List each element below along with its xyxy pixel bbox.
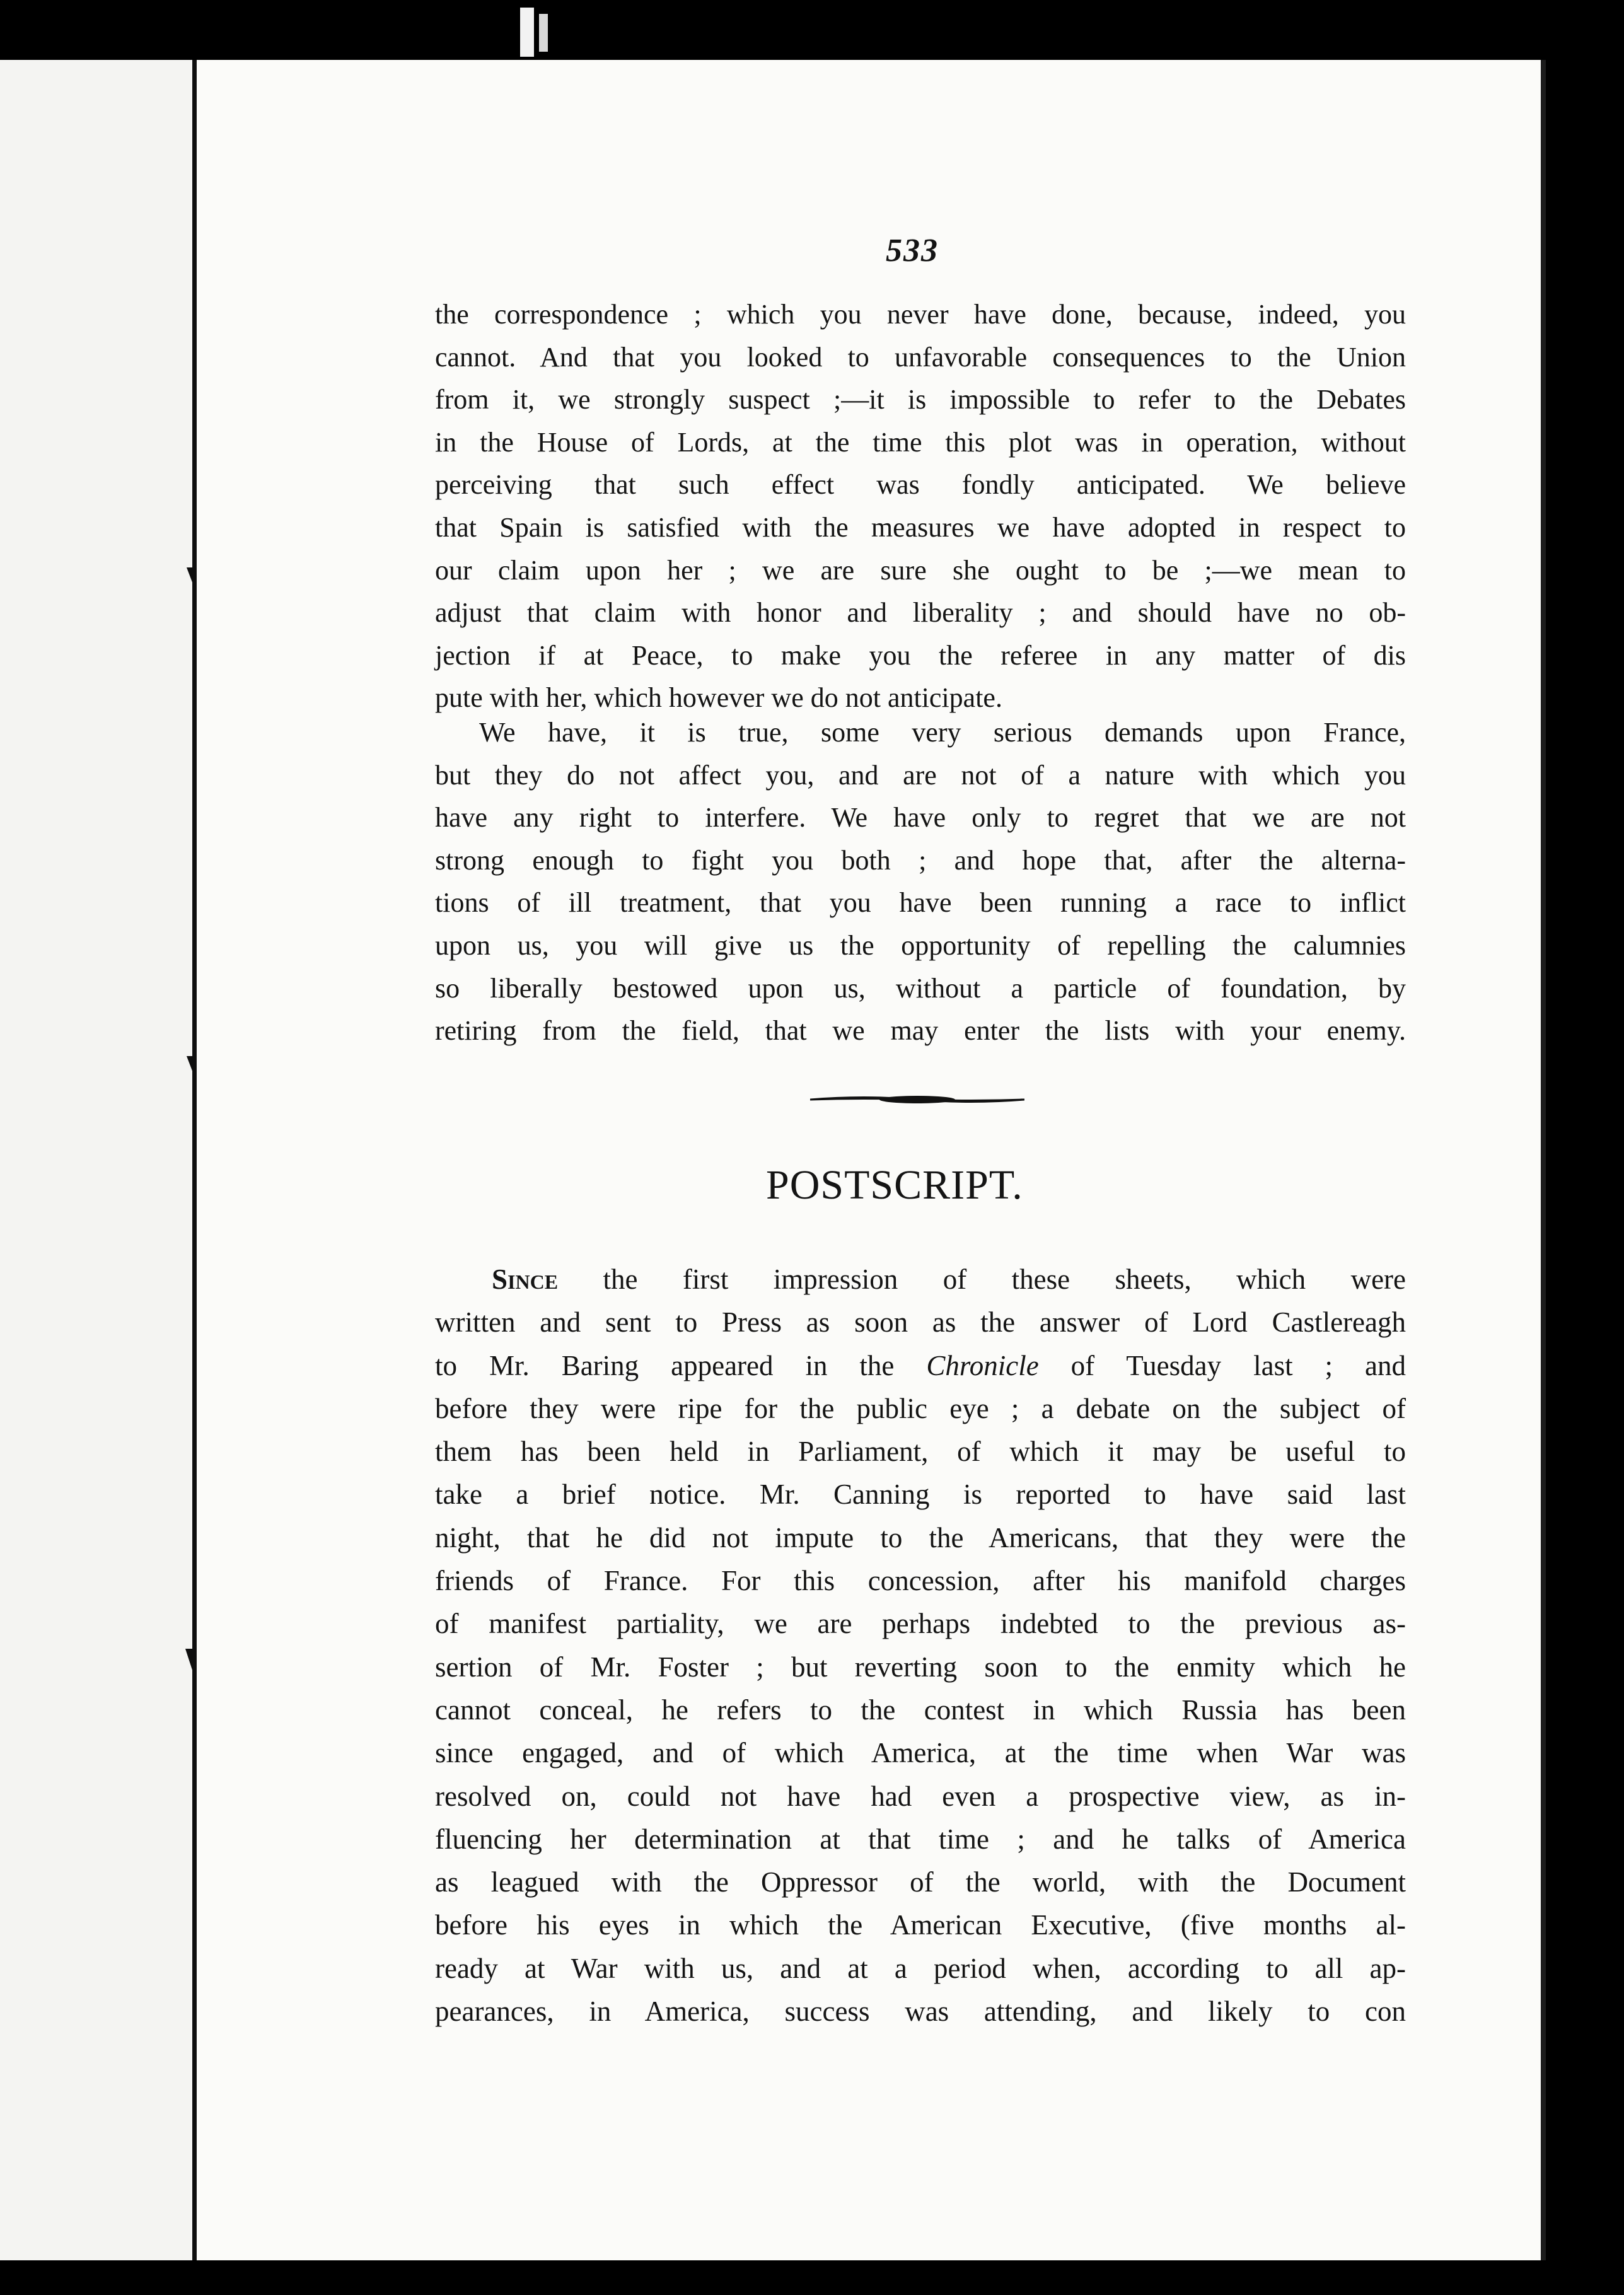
binding-rule [192,60,197,2260]
facing-page-edge [0,60,192,2260]
scan-artifact [520,8,534,57]
text-line: night, that he did not impute to the Americans, that they were the [435,1521,1406,1554]
text-line: jection if at Peace, to make you the referee in any matter of dis [435,639,1406,671]
text-line: written and sent to Press as soon as the answer of Lord Castlereagh [435,1306,1406,1339]
text-line: so liberally bestowed upon us, without a particle of foundation, by [435,972,1406,1004]
text-line: before they were ripe for the public eye ; a debate on the subject of [435,1392,1406,1424]
text-line: upon us, you will give us the opportunity of repelling the calumnies [435,929,1406,961]
text-line: sertion of Mr. Foster ; but reverting soon to the enmity which he [435,1651,1406,1683]
text-line: pute with her, which however we do not anticipate. [435,682,1002,714]
text-line: our claim upon her ; we are sure she ought to be ;—we mean to [435,554,1406,586]
paragraph-2 [435,711,1406,1052]
text-line: friends of France. For this concession, after his manifold charges [435,1565,1406,1597]
text-line-rest: the first impression of these sheets, which were [558,1264,1406,1295]
text-line: the correspondence ; which you never have done, because, indeed, you [435,299,1406,330]
scan-artifact [539,14,548,52]
text-line: but they do not affect you, and are not of a nature with which you [435,759,1406,791]
text-line: retiring from the field, that we may enter the lists with your enemy. [435,1015,1406,1047]
text-line: since engaged, and of which America, at the time when War was [435,1737,1406,1769]
text-line: perceiving that such effect was fondly anticipated. We believe [435,469,1406,501]
text-line: resolved on, could not have had even a prospective view, as in- [435,1780,1406,1812]
text-line: pearances, in America, success was attending, and likely to con [435,1996,1406,2028]
text-line: adjust that claim with honor and liberality ; and should have no ob- [435,597,1406,629]
newspaper-title: Chronicle [926,1349,1039,1381]
text-line [435,1344,1406,1387]
text-line [435,1258,1406,1301]
text-line: take a brief notice. Mr. Canning is reported to have said last [435,1479,1406,1511]
text-line: We have, it is true, some very serious demands upon France, [479,717,1406,748]
text-line: tions of ill treatment, that you have been running a race to inflict [435,887,1406,919]
drop-word: Since [492,1264,559,1295]
text-line: them has been held in Parliament, of which it may be useful to [435,1436,1406,1468]
postscript-heading: POSTSCRIPT. [766,1162,1023,1208]
text-line: strong enough to fight you both ; and hope that, after the alterna- [435,844,1406,876]
text-line: as leagued with the Oppressor of the world, with the Document [435,1866,1406,1898]
text-fragment: to Mr. Baring appeared in the [435,1349,927,1381]
paragraph-1 [435,293,1406,719]
text-line: cannot. And that you looked to unfavorable consequences to the Union [435,341,1406,373]
text-line: have any right to interfere. We have only to regret that we are not [435,802,1406,834]
text-line: from it, we strongly suspect ;—it is impossible to refer to the Debates [435,384,1406,415]
section-ornament [810,1094,1024,1105]
page-number: 533 [886,233,939,269]
text-line: that Spain is satisfied with the measures we have adopted in respect to [435,511,1406,543]
text-line: in the House of Lords, at the time this plot was in operation, without [435,426,1406,458]
text-line: ready at War with us, and at a period when, according to all ap- [435,1952,1406,1984]
text-line: cannot conceal, he refers to the contest in which Russia has been [435,1694,1406,1726]
text-line: of manifest partiality, we are perhaps indebted to the previous as- [435,1608,1406,1640]
text-line: fluencing her determination at that time ; and he talks of America [435,1823,1406,1855]
postscript-body [435,1258,1406,2033]
text-fragment: of Tuesday last ; and [1038,1349,1406,1381]
page-edge [1541,60,1546,2260]
text-line: before his eyes in which the American Executive, (five months al- [435,1909,1406,1941]
